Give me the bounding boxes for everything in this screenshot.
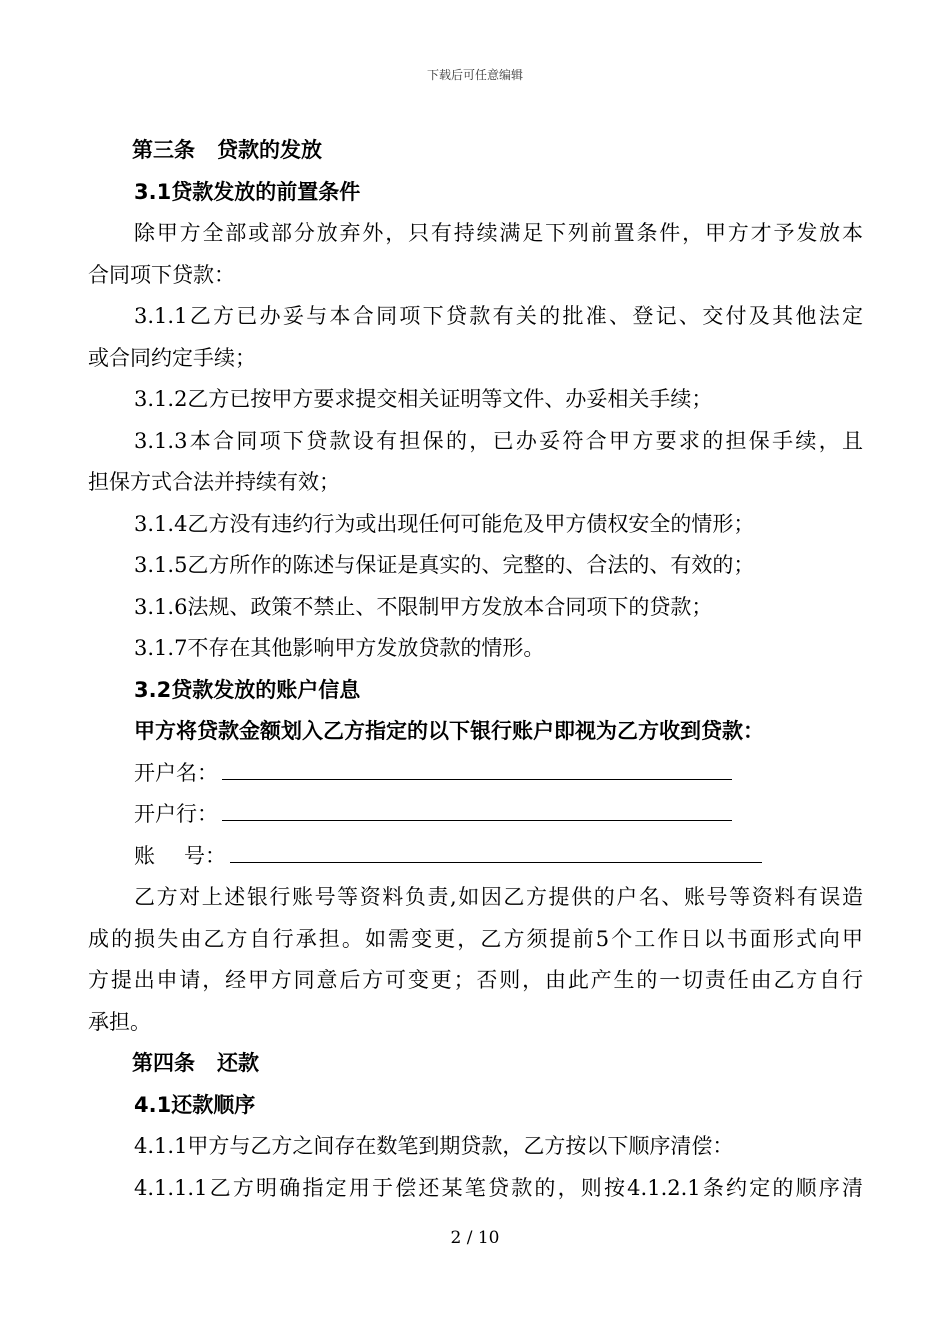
clause-3-1-6: 3.1.6法规、政策不禁止、不限制甲方发放本合同项下的贷款；: [134, 594, 713, 619]
article-4-number: 第四条: [132, 1051, 195, 1075]
clause-3-1-3-line-1: 3.1.3本合同项下贷款设有担保的，已办妥符合甲方要求的担保手续，且: [134, 428, 863, 453]
section-3-1-heading: 3.1贷款发放的前置条件: [134, 179, 361, 204]
section-3-2-intro: 甲方将贷款金额划入乙方指定的以下银行账户即视为乙方收到贷款：: [134, 719, 764, 743]
article-4-title: 还款: [217, 1051, 259, 1075]
clause-3-1-5: 3.1.5乙方所作的陈述与保证是真实的、完整的、合法的、有效的；: [134, 553, 755, 577]
bank-name-label: 开户行：: [134, 802, 218, 826]
page-header: 下载后可任意编辑: [426, 68, 523, 82]
section-3-2-heading: 3.2贷款发放的账户信息: [134, 677, 361, 702]
account-number-label-b: 号：: [184, 843, 226, 868]
account-number-label-a: 账: [134, 843, 155, 868]
clause-4-1-1: 4.1.1甲方与乙方之间存在数笔到期贷款，乙方按以下顺序清偿：: [134, 1134, 734, 1158]
clause-3-1-1-line-1: 3.1.1乙方已办妥与本合同项下贷款有关的批准、登记、交付及其他法定: [134, 304, 863, 328]
responsibility-line-3: 方提出申请，经甲方同意后方可变更；否则，由此产生的一切责任由乙方自行: [88, 968, 863, 992]
section-3-1-intro-line-2: 合同项下贷款：: [88, 262, 235, 287]
document-body: [88, 130, 863, 1209]
clause-3-1-3-line-2: 担保方式合法并持续有效；: [88, 470, 340, 494]
account-number-field: [88, 836, 863, 878]
responsibility-line-1: 乙方对上述银行账号等资料负责,如因乙方提供的户名、账号等资料有误造: [134, 885, 863, 909]
account-number-blank[interactable]: [230, 844, 762, 863]
responsibility-line-4: 承担。: [88, 1009, 151, 1034]
article-3-heading: [88, 130, 863, 172]
clause-3-1-4: 3.1.4乙方没有违约行为或出现任何可能危及甲方债权安全的情形；: [134, 511, 755, 536]
clause-3-1-2: 3.1.2乙方已按甲方要求提交相关证明等文件、办妥相关手续；: [134, 387, 713, 411]
account-name-field: [88, 753, 863, 795]
clause-3-1-1-line-2: 或合同约定手续；: [88, 345, 256, 370]
account-name-blank[interactable]: [222, 761, 732, 780]
account-name-label: 开户名：: [134, 760, 218, 785]
article-3-title: 贷款的发放: [217, 138, 322, 162]
section-3-1-intro-line-1: 除甲方全部或部分放弃外，只有持续满足下列前置条件，甲方才予发放本: [134, 221, 863, 245]
bank-name-field: [88, 794, 863, 836]
responsibility-line-2: 成的损失由乙方自行承担。如需变更，乙方须提前5个工作日以书面形式向甲: [88, 926, 863, 951]
clause-4-1-1-1: 4.1.1.1乙方明确指定用于偿还某笔贷款的，则按4.1.2.1条约定的顺序清: [134, 1175, 863, 1200]
article-3-number: 第三条: [132, 138, 195, 162]
section-4-1-heading: 4.1还款顺序: [134, 1092, 256, 1117]
page-number: 2 / 10: [450, 1228, 500, 1248]
clause-3-1-7: 3.1.7不存在其他影响甲方发放贷款的情形。: [134, 636, 545, 660]
bank-name-blank[interactable]: [222, 802, 732, 821]
article-4-heading: [88, 1043, 863, 1085]
